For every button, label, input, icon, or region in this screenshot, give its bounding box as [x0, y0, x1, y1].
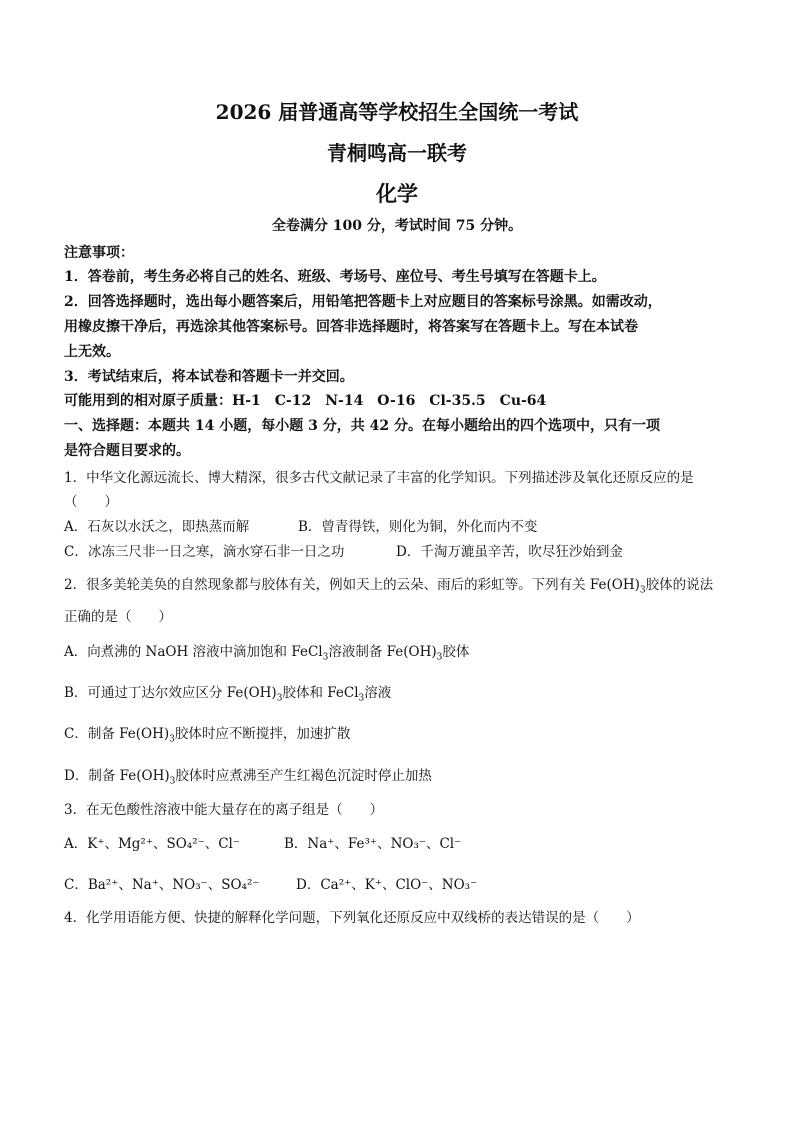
- section-1-heading-line-2: 是符合题目要求的。: [64, 443, 190, 459]
- q3-stem: 3．在无色酸性溶液中能大量存在的离子组是（ ）: [64, 802, 384, 818]
- q2-c-part-2: 胶体时应不断搅拌，加速扩散: [174, 726, 351, 742]
- q2-option-d: [64, 764, 432, 787]
- q2-option-c: [64, 722, 350, 745]
- atomic-masses: 可能用到的相对原子质量：H-1 C-12 N-14 O-16 Cl-35.5 Cu-64: [64, 393, 547, 409]
- note-2-line-1: 2．回答选择题时，选出每小题答案后，用铅笔把答题卡上对应题目的答案标号涂黑。如需改动，: [64, 294, 662, 310]
- q1-option-b: B．曾青得铁，则化为铜，外化而内不变: [298, 519, 538, 535]
- q3-option-d: D．Ca²⁺、K⁺、ClO⁻、NO₃⁻: [296, 877, 478, 893]
- q1-stem: 1．中华文化源远流长、博大精深，很多古代文献记录了丰富的化学知识。下列描述涉及氧化还原反应的是: [64, 470, 694, 486]
- notes-heading: 注意事项：: [64, 245, 134, 261]
- q2-a-sub-1: 3: [322, 652, 329, 663]
- q1-option-a: A．石灰以水沃之，即热蒸而解: [64, 519, 250, 535]
- q2-stem-subscript: 3: [639, 585, 646, 596]
- q2-stem-line-2: 正确的是（ ）: [64, 609, 172, 625]
- q2-option-b: [64, 681, 391, 704]
- q2-a-part-1: A．向煮沸的 NaOH 溶液中滴加饱和 FeCl: [64, 644, 323, 660]
- q4-stem: 4．化学用语能方便、快捷的解释化学问题，下列氧化还原反应中双线桥的表达错误的是（ ）: [64, 910, 640, 926]
- q1-option-d: D．千淘万漉虽辛苦，吹尽狂沙始到金: [396, 544, 623, 560]
- q2-a-part-2: 溶液制备 Fe(OH): [328, 644, 437, 660]
- exam-info: 全卷满分 100 分，考试时间 75 分钟。: [271, 218, 523, 234]
- section-1-heading-line-1: 一、选择题：本题共 14 小题，每小题 3 分，共 42 分。在每小题给出的四个选项中，只有一项: [64, 418, 660, 434]
- q2-b-part-2: 胶体和 FeCl: [282, 685, 359, 701]
- q2-stem: [64, 573, 713, 596]
- q2-stem-part-1: 2．很多美轮美奂的自然现象都与胶体有关，例如天上的云朵、雨后的彩虹等。下列有关 Fe(OH): [64, 577, 640, 593]
- q2-d-part-1: D．制备 Fe(OH): [64, 768, 170, 784]
- q2-c-part-1: C．制备 Fe(OH): [64, 726, 170, 742]
- q2-b-part-1: B．可通过丁达尔效应区分 Fe(OH): [64, 685, 277, 701]
- q2-b-part-3: 溶液: [364, 685, 392, 701]
- note-1: 1．答卷前，考生务必将自己的姓名、班级、考场号、座位号、考生号填写在答题卡上。: [64, 269, 606, 285]
- note-3: 3．考试结束后，将本试卷和答题卡一并交回。: [64, 369, 354, 385]
- q2-a-part-3: 胶体: [442, 644, 470, 660]
- q1-stem-bracket: （ ）: [64, 494, 118, 510]
- q2-a-sub-2: 3: [436, 652, 443, 663]
- q2-c-sub: 3: [169, 734, 175, 745]
- q3-option-a: A．K⁺、Mg²⁺、SO₄²⁻、Cl⁻: [64, 836, 241, 852]
- q2-b-sub-2: 3: [358, 693, 365, 704]
- q2-d-part-2: 胶体时应煮沸至产生红褐色沉淀时停止加热: [175, 768, 432, 784]
- subject-title: 化学: [376, 181, 418, 206]
- q2-d-sub: 3: [169, 776, 176, 787]
- q2-b-sub-1: 3: [276, 693, 283, 704]
- q3-option-b: B．Na⁺、Fe³⁺、NO₃⁻、Cl⁻: [284, 836, 462, 852]
- q2-option-a: [64, 640, 469, 663]
- note-2-line-2: 用橡皮擦干净后，再选涂其他答案标号。回答非选择题时，将答案写在答题卡上。写在本试卷: [64, 319, 638, 335]
- q2-stem-part-2: 胶体的说法: [645, 577, 714, 593]
- exam-title: 2026 届普通高等学校招生全国统一考试: [215, 100, 579, 124]
- q1-option-c: C．冰冻三尺非一日之寒，滴水穿石非一日之功: [64, 544, 345, 560]
- note-2-line-3: 上无效。: [64, 344, 120, 360]
- q3-option-c: C．Ba²⁺、Na⁺、NO₃⁻、SO₄²⁻: [64, 877, 260, 893]
- exam-subtitle: 青桐鸣高一联考: [327, 141, 467, 165]
